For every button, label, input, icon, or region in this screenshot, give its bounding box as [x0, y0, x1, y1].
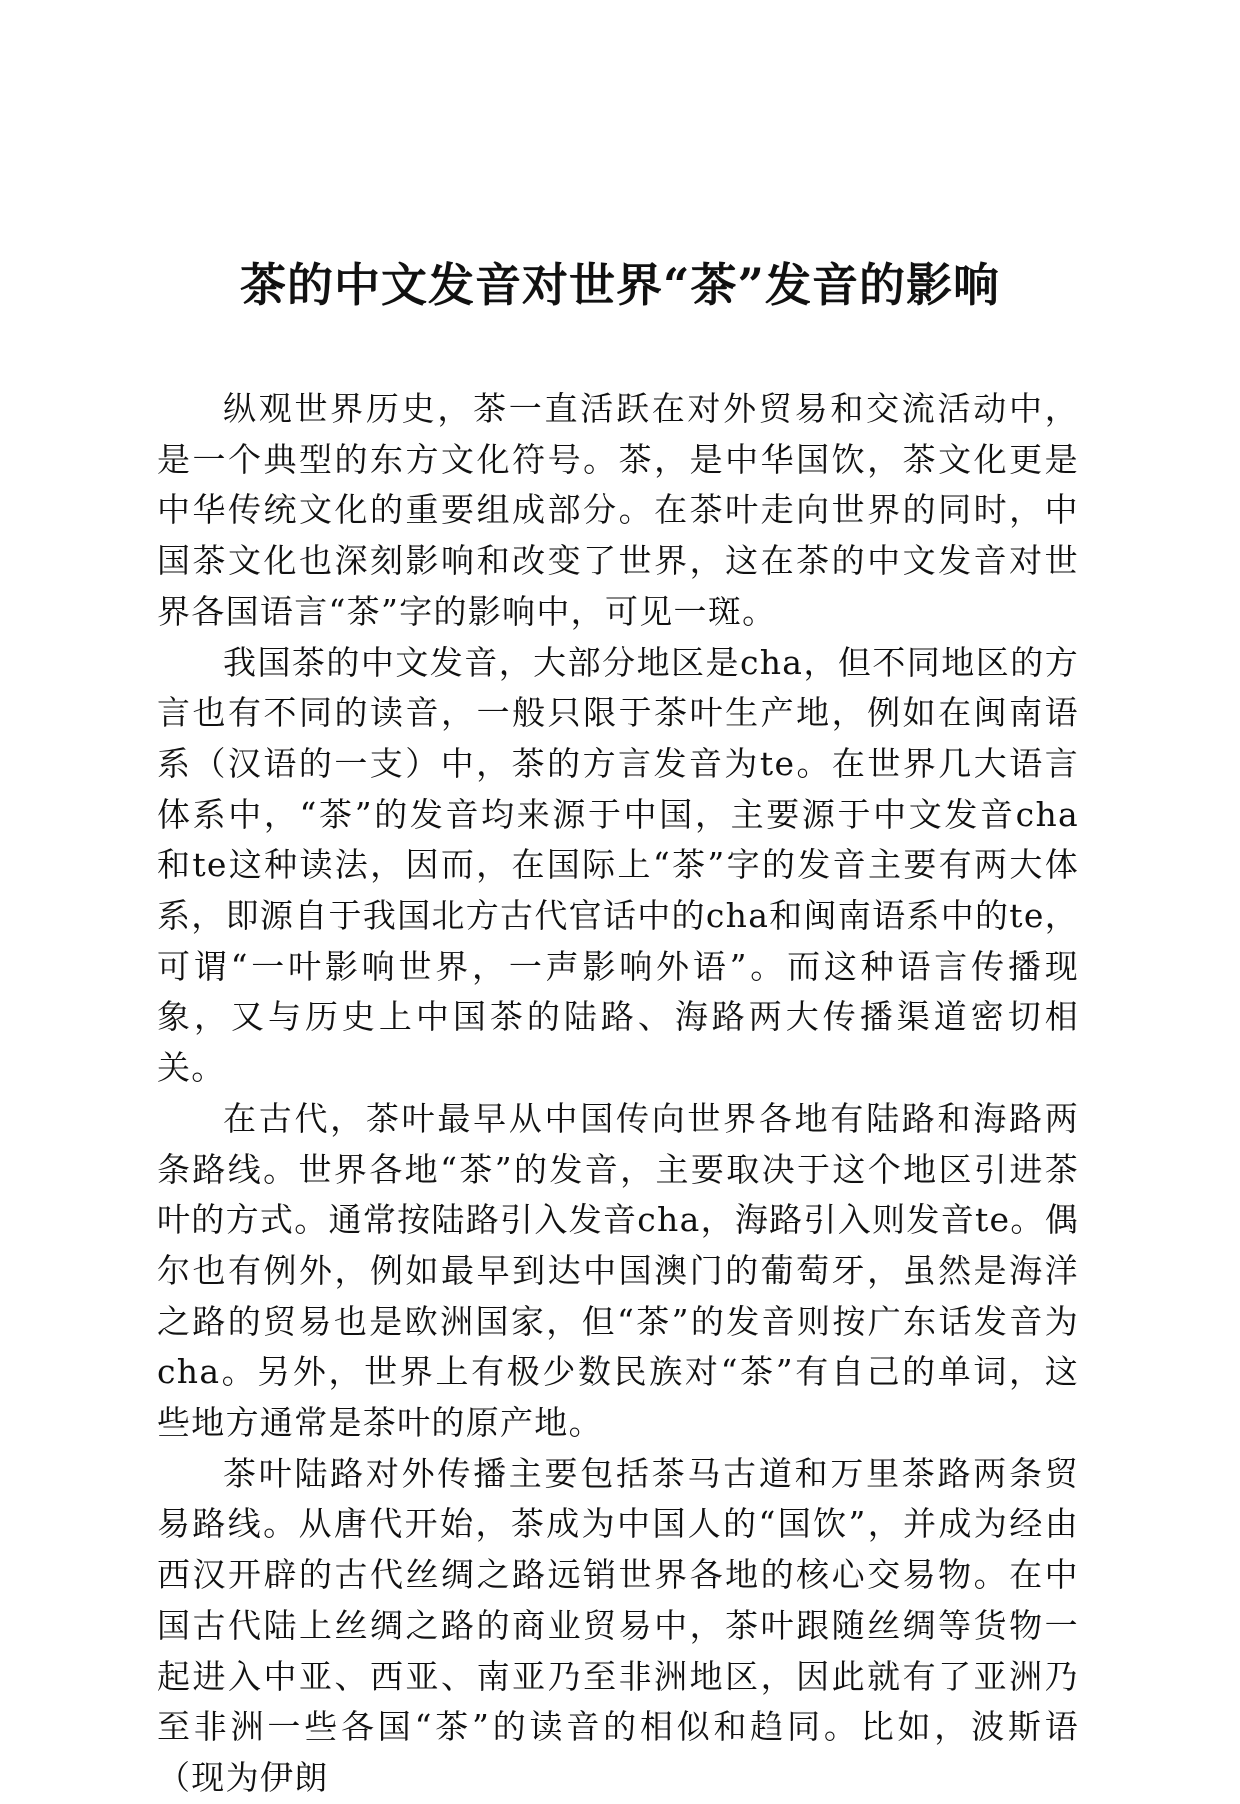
paragraph-1: 纵观世界历史，茶一直活跃在对外贸易和交流活动中，是一个典型的东方文化符号。茶，是中华国饮，茶文化更是中华传统文化的重要组成部分。在茶叶走向世界的同时，中国茶文化也深刻影响和改变了世界，这在茶的中文发音对世界各国语言“茶”字的影响中，可见一斑。 — [157, 389, 1079, 631]
paragraph-4: 茶叶陆路对外传播主要包括茶马古道和万里茶路两条贸易路线。从唐代开始，茶成为中国人的“国饮”，并成为经由西汉开辟的古代丝绸之路远销世界各地的核心交易物。在中国古代陆上丝绸之路的商业贸易中，茶叶跟随丝绸等货物一起进入中亚、西亚、南亚乃至非洲地区，因此就有了亚洲乃至非洲一些各国“茶”的读音的相似和趋同。比如，波斯语（现为伊朗 — [157, 1453, 1079, 1797]
paragraph-2: 我国茶的中文发音，大部分地区是cha，但不同地区的方言也有不同的读音，一般只限于茶叶生产地，例如在闽南语系（汉语的一支）中，茶的方言发音为te。在世界几大语言体系中，“茶”的发音均来源于中国，主要源于中文发音cha和te这种读法，因而，在国际上“茶”字的发音主要有两大体系，即源自于我国北方古代官话中的cha和闽南语系中的te，可谓“一叶影响世界，一声影响外语”。而这种语言传播现象，又与历史上中国茶的陆路、海路两大传播渠道密切相关。 — [157, 642, 1079, 1088]
document-body — [157, 384, 1079, 1804]
document-title: 茶的中文发音对世界“茶”发音的影响 — [240, 258, 1000, 312]
paragraph-3: 在古代，茶叶最早从中国传向世界各地有陆路和海路两条路线。世界各地“茶”的发音，主要取决于这个地区引进茶叶的方式。通常按陆路引入发音cha，海路引入则发音te。偶尔也有例外，例如最早到达中国澳门的葡萄牙，虽然是海洋之路的贸易也是欧洲国家，但“茶”的发音则按广东话发音为cha。另外，世界上有极少数民族对“茶”有自己的单词，这些地方通常是茶叶的原产地。 — [157, 1098, 1079, 1443]
